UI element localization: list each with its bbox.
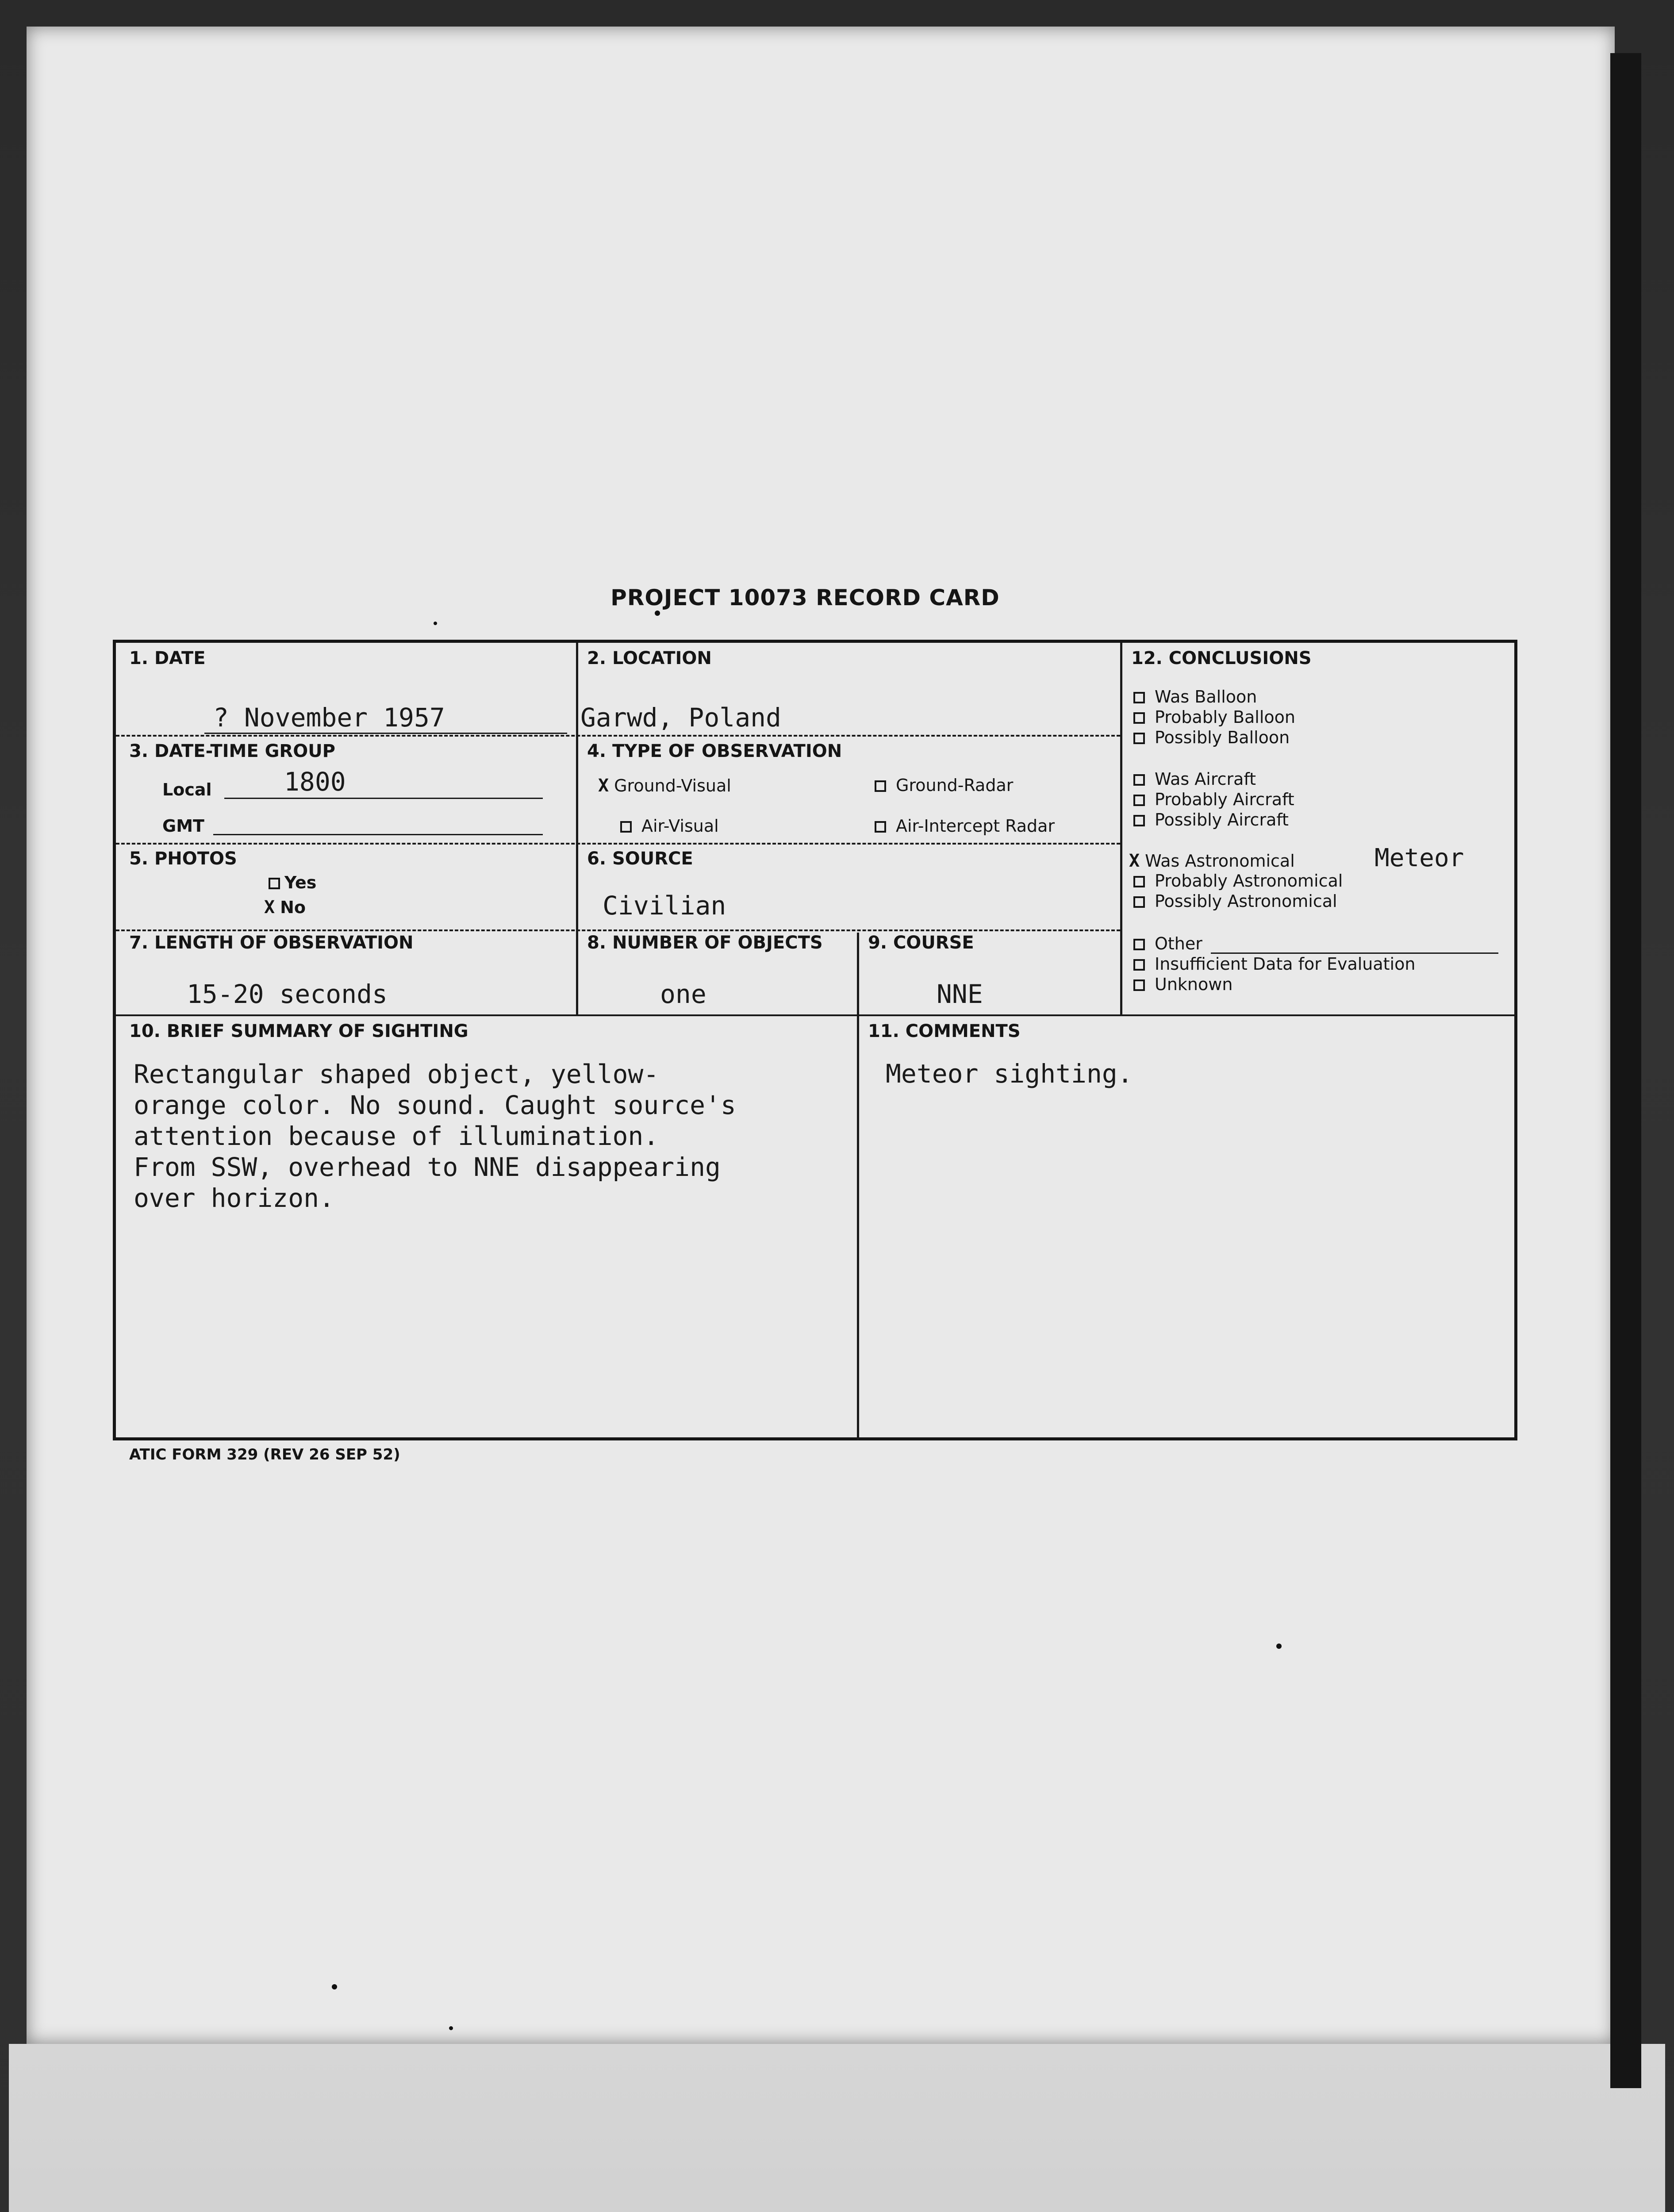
conclusion-possibly-balloon: Possibly Balloon [1133, 728, 1290, 747]
checkbox-icon [1133, 712, 1145, 724]
comments-label: 11. COMMENTS [868, 1021, 1021, 1041]
checkbox-icon [1133, 896, 1145, 908]
gmt-line [213, 834, 543, 835]
conclusion-insufficient-data: Insufficient Data for Evaluation [1133, 954, 1415, 974]
conclusion-was-aircraft: Was Aircraft [1133, 769, 1256, 789]
date-underline [204, 733, 567, 734]
scan-speck [434, 622, 437, 625]
summary-label: 10. BRIEF SUMMARY OF SIGHTING [129, 1021, 468, 1041]
option-ground-radar: Ground-Radar [875, 776, 1013, 795]
checkbox-icon [620, 821, 632, 833]
divider [576, 643, 578, 1014]
photos-label: 5. PHOTOS [129, 849, 237, 869]
dtg-label: 3. DATE-TIME GROUP [129, 741, 335, 761]
conclusion-probably-astronomical: Probably Astronomical [1133, 871, 1343, 891]
local-label: Local [162, 780, 212, 799]
divider [116, 929, 1120, 931]
option-air-visual: Air-Visual [620, 816, 719, 836]
location-label: 2. LOCATION [587, 648, 712, 668]
photos-yes: Yes [269, 873, 316, 892]
checkbox-icon [1133, 959, 1145, 971]
option-ground-visual: X Ground-Visual [598, 776, 731, 796]
conclusion-probably-balloon: Probably Balloon [1133, 707, 1295, 727]
course-label: 9. COURSE [868, 933, 974, 953]
checkbox-icon [875, 821, 886, 833]
date-value: ? November 1957 [213, 703, 445, 733]
local-time-value: 1800 [284, 767, 346, 797]
conclusion-unknown: Unknown [1133, 975, 1232, 994]
other-line [1211, 952, 1498, 954]
option-air-intercept-radar: Air-Intercept Radar [875, 816, 1055, 836]
checkbox-icon [1133, 815, 1145, 826]
objects-value: one [660, 979, 706, 1009]
scan-speck [655, 611, 660, 616]
conclusion-probably-aircraft: Probably Aircraft [1133, 790, 1294, 809]
date-label: 1. DATE [129, 648, 206, 668]
divider [1120, 643, 1122, 1014]
divider [116, 735, 1120, 737]
checkbox-icon [1133, 979, 1145, 991]
scan-speck [332, 1984, 337, 1989]
conclusion-was-astronomical: X Was Astronomical [1129, 851, 1295, 871]
checkbox-icon [1133, 692, 1145, 703]
handwritten-meteor: Meteor [1375, 844, 1464, 872]
scan-speck [1276, 1644, 1282, 1649]
checkbox-icon [1133, 733, 1145, 744]
length-value: 15-20 seconds [187, 979, 388, 1009]
location-value: Garwd, Poland [580, 703, 781, 733]
objects-label: 8. NUMBER OF OBJECTS [587, 933, 823, 953]
divider [116, 1014, 1516, 1016]
scan-speck [449, 2026, 453, 2030]
length-label: 7. LENGTH OF OBSERVATION [129, 933, 414, 953]
summary-text: Rectangular shaped object, yellow- orange color. No sound. Caught source's attention because of illumination. From SSW, overhead to NNE disappearing over horizon. [134, 1059, 736, 1213]
card-title: PROJECT 10073 RECORD CARD [610, 585, 1000, 611]
source-value: Civilian [603, 891, 726, 921]
check-mark: X [264, 897, 275, 918]
observation-type-label: 4. TYPE OF OBSERVATION [587, 741, 842, 761]
checkbox-icon [1133, 876, 1145, 887]
check-mark: X [598, 776, 609, 796]
local-line [224, 798, 543, 799]
conclusion-was-balloon: Was Balloon [1133, 687, 1257, 707]
comments-text: Meteor sighting. [886, 1059, 1133, 1089]
checkbox-icon [269, 878, 280, 889]
underlying-sheet [9, 2044, 1665, 2212]
conclusion-possibly-aircraft: Possibly Aircraft [1133, 810, 1289, 830]
conclusions-label: 12. CONCLUSIONS [1131, 648, 1312, 668]
course-value: NNE [937, 979, 983, 1009]
divider [116, 843, 1120, 845]
photos-no: X No [264, 897, 306, 918]
gmt-label: GMT [162, 816, 204, 836]
checkbox-icon [1133, 795, 1145, 806]
conclusion-other: Other [1133, 934, 1202, 953]
record-card [113, 640, 1517, 1440]
source-label: 6. SOURCE [587, 849, 693, 869]
checkbox-icon [875, 780, 886, 792]
form-id: ATIC FORM 329 (REV 26 SEP 52) [129, 1446, 400, 1463]
checkbox-icon [1133, 939, 1145, 950]
check-mark: X [1129, 851, 1140, 871]
checkbox-icon [1133, 774, 1145, 786]
conclusion-possibly-astronomical: Possibly Astronomical [1133, 891, 1337, 911]
